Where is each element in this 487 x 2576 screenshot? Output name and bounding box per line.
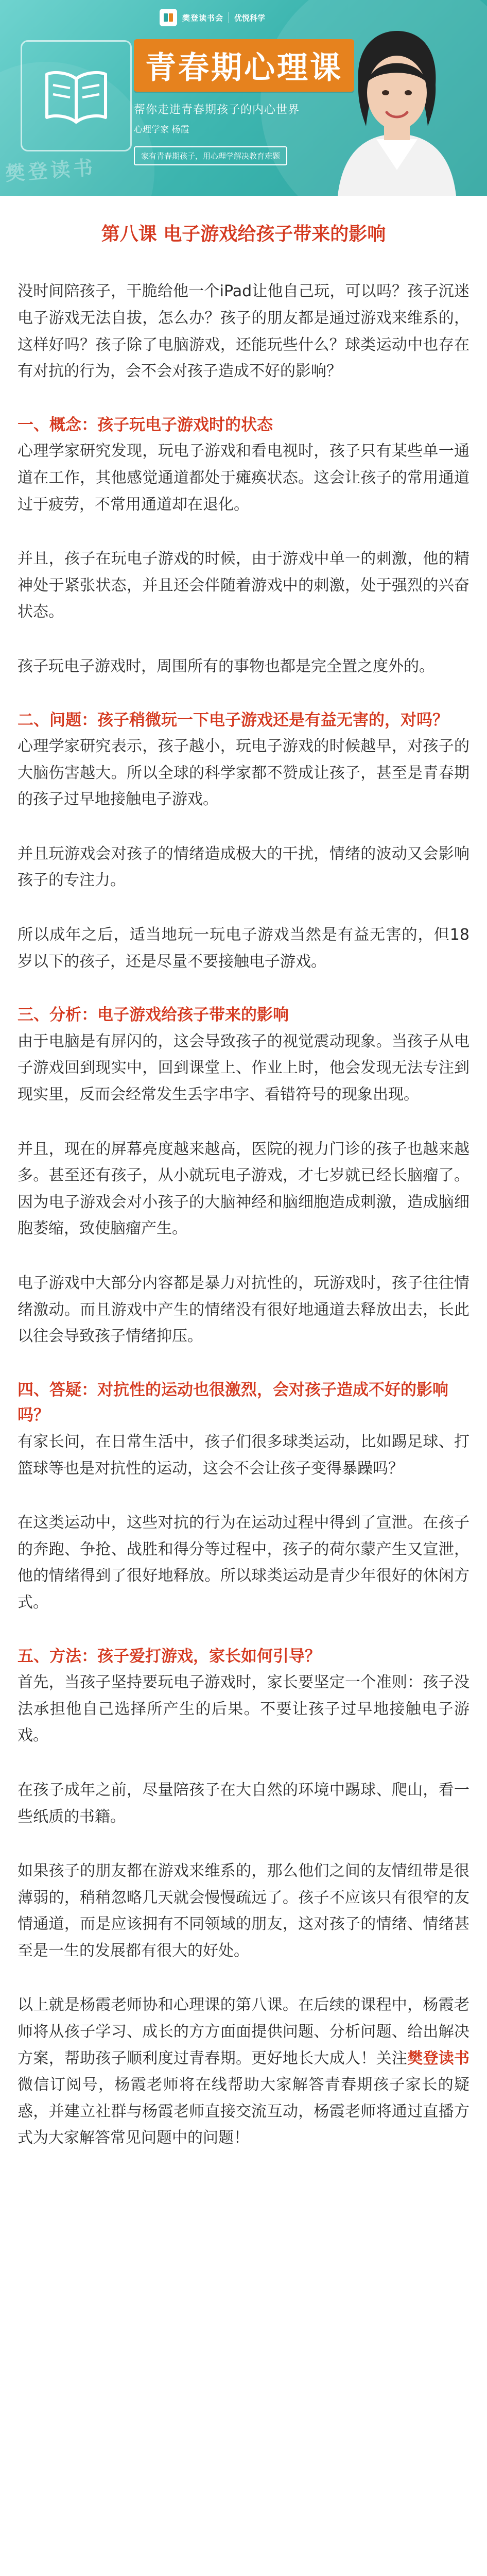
paragraph: 电子游戏中大部分内容都是暴力对抗性的，玩游戏时，孩子往往情绪激动。而且游戏中产生的情绪没有很好地通道去释放出去，长此以往会导致孩子情绪抑压。 (18, 1274, 469, 1346)
section-qa (18, 1378, 469, 1482)
course-banner (0, 0, 487, 196)
brand-logo-strip (160, 7, 265, 28)
paragraph-closing (18, 1992, 469, 2151)
brand-logo-text: 樊登读书会 (182, 13, 224, 23)
course-info (134, 39, 343, 165)
section-method (18, 1644, 469, 1749)
paragraph: 心理学家研究表示，孩子越小，玩电子游戏的时候越早，对孩子的大脑伤害越大。所以全球的科学家都不赞成让孩子，甚至是青春期的孩子过早地接触电子游戏。 (18, 737, 469, 809)
course-tagline: 家有青春期孩子，用心理学解决教育难题 (134, 146, 287, 165)
article-title: 第八课 电子游戏给孩子带来的影响 (101, 224, 386, 245)
paragraph: 所以成年之后，适当地玩一玩电子游戏当然是有益无害的，但18岁以下的孩子，还是尽量不要接触电子游戏。 (18, 926, 469, 971)
section-heading: 一、概念：孩子玩电子游戏时的状态 (18, 415, 273, 434)
host-portrait (327, 21, 466, 196)
course-title: 青春期心理课 (134, 39, 354, 92)
article-body (0, 196, 487, 2151)
section-question (18, 708, 469, 813)
open-book-icon (21, 40, 132, 151)
course-subtitle: 帮你走进青春期孩子的内心世界 (134, 104, 300, 116)
section-analysis (18, 1003, 469, 1108)
closing-text-before: 以上就是杨霞老师协和心理课的第八课。在后续的课程中，杨霞老师将从孩子学习、成长的方方面面提供问题、分析问题、给出解决方案，帮助孩子顺利度过青春期。更好地长大成人！关注 (18, 1996, 469, 2067)
paragraph: 心理学家研究发现，玩电子游戏和看电视时，孩子只有某些单一通道在工作，其他感觉通道都处于瘫痪状态。这会让孩子的常用通道过于疲劳，不常用通道却在退化。 (18, 442, 469, 514)
paragraph: 在这类运动中，这些对抗的行为在运动过程中得到了宣泄。在孩子的奔跑、争抢、战胜和得分等过程中，孩子的荷尔蒙产生又宣泄，他的情绪得到了很好地释放。所以球类运动是青少年很好的休闲方式。 (18, 1514, 469, 1612)
paragraph: 首先，当孩子坚持要玩电子游戏时，家长要坚定一个准则：孩子没法承担他自己选择所产生的后果。不要让孩子过早地接触电子游戏。 (18, 1673, 469, 1745)
brand-logo-icon (160, 9, 177, 26)
section-heading: 二、问题：孩子稍微玩一下电子游戏还是有益无害的，对吗？ (18, 710, 448, 730)
paragraph: 由于电脑是有屏闪的，这会导致孩子的视觉震动现象。当孩子从电子游戏回到现实中，回到课堂上、作业上时，他会发现无法专注到现实里，反而会经常发生丢字串字、看错符号的现象出现。 (18, 1032, 469, 1104)
section-heading: 三、分析：电子游戏给孩子带来的影响 (18, 1006, 289, 1025)
paragraph: 有家长问，在日常生活中，孩子们很多球类运动，比如踢足球、打篮球等也是对抗性的运动，这会不会让孩子变得暴躁吗？ (18, 1432, 469, 1478)
section-heading: 四、答疑：对抗性的运动也很激烈，会对孩子造成不好的影响吗？ (18, 1380, 448, 1425)
paragraph: 在孩子成年之前，尽量陪孩子在大自然的环境中踢球、爬山，看一些纸质的书籍。 (18, 1781, 469, 1826)
paragraph: 并且，孩子在玩电子游戏的时候，由于游戏中单一的刺激，他的精神处于紧张状态，并且还会伴随着游戏中的刺激，处于强烈的兴奋状态。 (18, 550, 469, 621)
watermark-text: 樊登读书 (4, 156, 97, 185)
section-heading: 五、方法：孩子爱打游戏，家长如何引导？ (18, 1647, 321, 1666)
paragraph: 如果孩子的朋友都在游戏来维系的，那么他们之间的友情纽带是很薄弱的，稍稍忽略几天就会慢慢疏远了。孩子不应该只有很窄的友情通道，而是应该拥有不同领域的朋友，这对孩子的情绪、情绪甚至是一生的发展都有很大的好处。 (18, 1862, 469, 1960)
wechat-account-link[interactable]: 樊登读书 (407, 2049, 470, 2067)
brand-logo-text-secondary: 优悦科学 (234, 13, 266, 23)
paragraph: 并且，现在的屏幕亮度越来越高，医院的视力门诊的孩子也越来越多。甚至还有孩子，从小就玩电子游戏，才七岁就已经长脑瘤了。因为电子游戏会对小孩子的大脑神经和脑细胞造成刺激，造成脑细胞萎缩，致使脑瘤产生。 (18, 1140, 469, 1238)
paragraph: 并且玩游戏会对孩子的情绪造成极大的干扰，情绪的波动又会影响孩子的专注力。 (18, 844, 469, 890)
closing-text-after: 微信订阅号，杨霞老师将在线帮助大家解答青春期孩子家长的疑惑，并建立社群与杨霞老师直接交流互动，杨霞老师将通过直播方式为大家解答常见问题中的问题！ (18, 2076, 469, 2147)
paragraph-intro: 没时间陪孩子，干脆给他一个iPad让他自己玩，可以吗？孩子沉迷电子游戏无法自拔，怎么办？孩子的朋友都是通过游戏来维系的，这样好吗？孩子除了电脑游戏，还能玩些什么？球类运动中也存在有对抗的行为，会不会对孩子造成不好的影响？ (18, 282, 469, 381)
paragraph: 孩子玩电子游戏时，周围所有的事物也都是完全置之度外的。 (18, 657, 434, 675)
course-host: 心理学家 杨霞 (134, 125, 189, 135)
section-concept (18, 413, 469, 518)
